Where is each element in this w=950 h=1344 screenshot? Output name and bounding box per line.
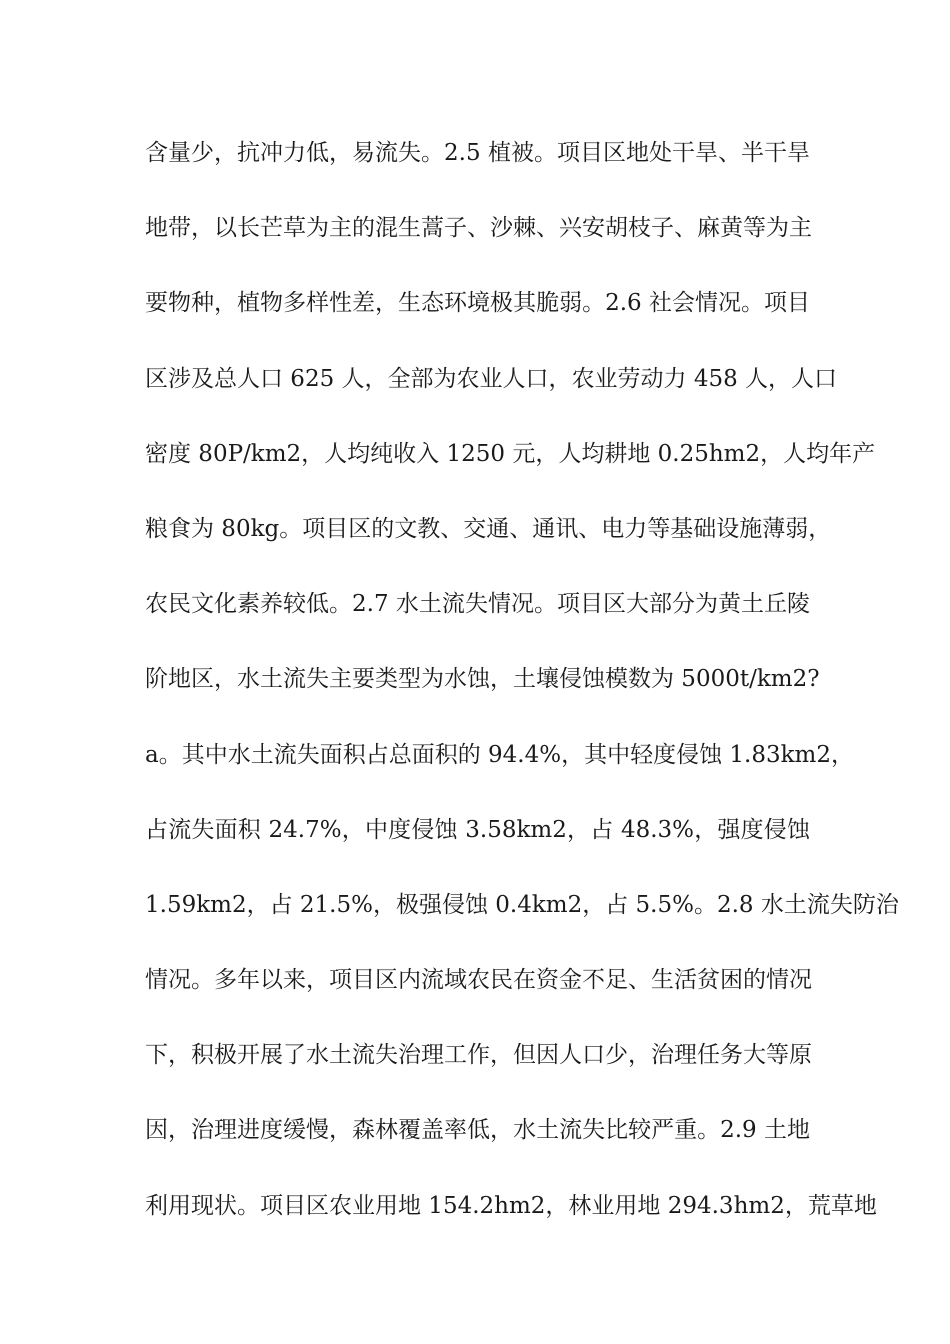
body-text xyxy=(145,131,899,1259)
text-line-4: 区涉及总人口 625 人，全部为农业人口，农业劳动力 458 人，人口 xyxy=(145,365,838,392)
text-line-2: 地带，以长芒草为主的混生蒿子、沙棘、兴安胡枝子、麻黄等为主 xyxy=(145,215,812,242)
text-line-1: 含量少，抗冲力低，易流失。2.5 植被。项目区地处干旱、半干旱 xyxy=(145,140,810,166)
text-line-13: 下，积极开展了水土流失治理工作，但因人口少，治理任务大等原 xyxy=(145,1042,812,1069)
text-line-11: 1.59km2，占 21.5%，极强侵蚀 0.4km2，占 5.5%。2.8 水土流失防治 xyxy=(145,891,899,918)
text-line-15: 利用现状。项目区农业用地 154.2hm2，林业用地 294.3hm2，荒草地 xyxy=(145,1192,877,1219)
text-line-14: 因，治理进度缓慢，森林覆盖率低，水土流失比较严重。2.9 土地 xyxy=(145,1117,810,1144)
text-line-6: 粮食为 80kg。项目区的文教、交通、通讯、电力等基础设施薄弱， xyxy=(145,515,832,542)
text-line-12: 情况。多年以来，项目区内流域农民在资金不足、生活贫困的情况 xyxy=(145,967,812,994)
text-line-5: 密度 80P/km2，人均纯收入 1250 元，人均耕地 0.25hm2，人均年产 xyxy=(145,440,876,467)
text-line-8: 阶地区，水土流失主要类型为水蚀，土壤侵蚀模数为 5000t/km2? xyxy=(145,666,820,693)
text-line-9: a。其中水土流失面积占总面积的 94.4%，其中轻度侵蚀 1.83km2， xyxy=(145,741,854,768)
text-line-10: 占流失面积 24.7%，中度侵蚀 3.58km2，占 48.3%，强度侵蚀 xyxy=(145,816,810,843)
text-line-3: 要物种，植物多样性差，生态环境极其脆弱。2.6 社会情况。项目 xyxy=(145,290,810,317)
text-line-7: 农民文化素养较低。2.7 水土流失情况。项目区大部分为黄土丘陵 xyxy=(145,591,810,618)
